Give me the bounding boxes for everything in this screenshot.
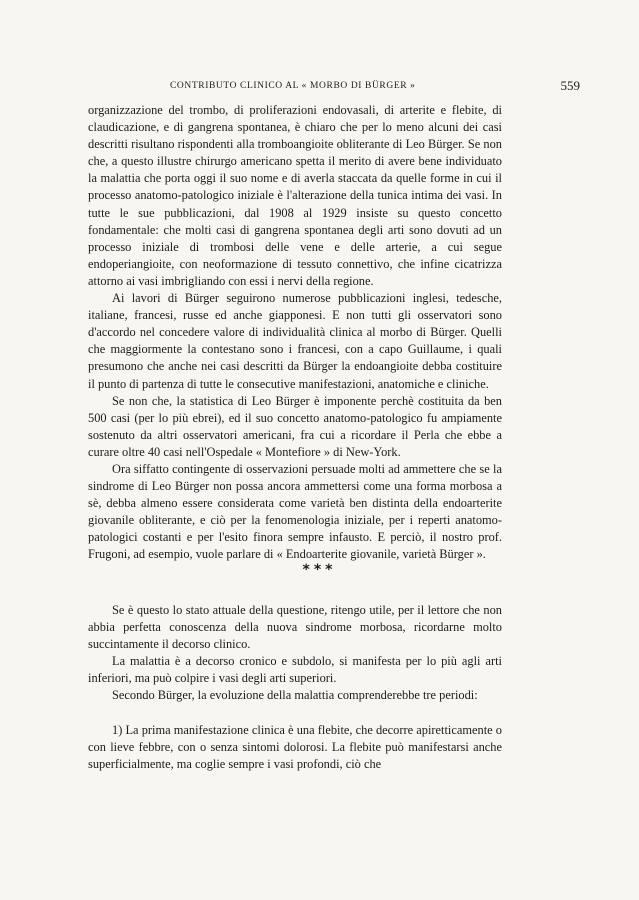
section-separator: *** <box>302 562 337 578</box>
running-title: CONTRIBUTO CLINICO AL « MORBO DI BÜRGER » <box>170 81 416 91</box>
body-text-bottom <box>88 602 502 773</box>
paragraph: Ai lavori di Bürger seguirono numerose pubblicazioni inglesi, tedesche, italiane, francesi, russe ed anche giapponesi. E non tutti gli osservatori sono d'accordo nel concedere valore di individualità clinica al morbo di Bürger. Quelli che maggiormente la contestano sono i francesi, con a capo Guillaume, i quali presumono che anche nei casi descritti da Bürger la endoangioite debba costituire il punto di partenza di tutte le consecutive manifestazioni, anatomiche e cliniche. <box>88 291 502 391</box>
body-text-top <box>88 102 502 564</box>
page-header <box>60 78 580 98</box>
paragraph: Se non che, la statistica di Leo Bürger è imponente perchè costituita da ben 500 casi (per lo più ebrei), ed il suo concetto anatomo-patologico fu ampiamente sostenuto da altri osservatori americani, fra cui a ricordare il Perla che ebbe a curare oltre 40 casi nell'Ospedale « Montefiore » di New-York. <box>88 393 502 459</box>
paragraph: La malattia è a decorso cronico e subdolo, si manifesta per lo più agli arti inferiori, ma può colpire i vasi degli arti superiori. <box>88 654 502 686</box>
paragraph: organizzazione del trombo, di proliferazioni endovasali, di arterite e flebite, di claudicazione, e di gangrena spontanea, è chiaro che per lo meno alcuni dei casi descritti risultano rispondenti alla tromboangioite obliterante di Leo Bürger. Se non che, a questo illustre chirurgo americano spetta il merito di avere bene individuato la malattia che porta oggi il suo nome e di averla staccata da quelle forme in cui il processo anatomo-patologico iniziale è l'alterazione della tunica intima dei vasi. In tutte le sue pubblicazioni, dal 1908 al 1929 insiste su questo concetto fondamentale: che molti casi di gangrena spontanea degli arti sono dovuti ad un processo iniziale di trombosi delle vene e delle arterie, a cui segue endoperiangioite, con neoformazione di tessuto connettivo, che infine cicatrizza attorno ai vasi imbrigliando con essi i nervi della regione. <box>88 103 502 288</box>
paragraph: Ora siffatto contingente di osservazioni persuade molti ad ammettere che se la sindrome di Leo Bürger non possa ancora ammettersi come una forma morbosa a sè, debba almeno essere considerata come varietà ben distinta della endoarterite giovanile obliterante, e ciò per la fenomenologia iniziale, per i reperti anatomo-patologici costanti e per l'esito finora sempre infausto. E perciò, il nostro prof. Frugoni, ad esempio, vuole parlare di « Endoarterite giovanile, varietà Bürger ». <box>88 461 502 562</box>
paragraph: Secondo Bürger, la evoluzione della malattia comprenderebbe tre periodi: <box>112 688 478 703</box>
paragraph: 1) La prima manifestazione clinica è una flebite, che decorre apiretticamente o con lieve febbre, con o senza sintomi dolorosi. La flebite può manifestarsi anche superficialmente, ma coglie sempre i vasi profondi, ciò che <box>88 722 502 771</box>
paragraph: Se è questo lo stato attuale della questione, ritengo utile, per il lettore che non abbia perfetta conoscenza della nuova sindrome morbosa, ricordarne molto succintamente il decorso clinico. <box>88 603 502 652</box>
page-number: 559 <box>560 78 580 93</box>
